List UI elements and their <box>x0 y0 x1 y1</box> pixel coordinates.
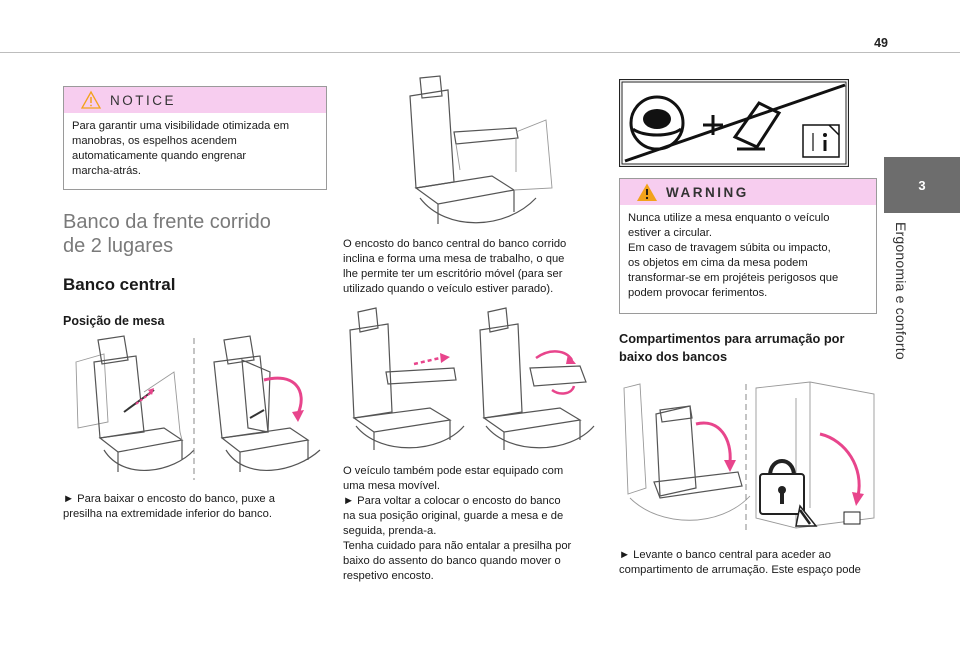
notice-text: Para garantir uma visibilidade otimizada em manobras, os espelhos acendem automaticamente quando engrenar marcha-atrás. <box>72 120 290 177</box>
warning-text: Nunca utilize a mesa enquanto o veículo estiver a circular. Em caso de travagem súbita ou impacto, os objetos em cima da mesa podem transformar-se em projéteis perigosos que podem provocar ferimentos. <box>628 212 839 299</box>
header-rule <box>0 52 960 53</box>
movable-table-illustration <box>340 302 600 454</box>
storage-instruction: ► Levante o banco central para aceder ao compartimento de arrumação. Este espaço pode <box>619 549 861 576</box>
seat-release-illustration <box>64 332 330 482</box>
table-description: O encosto do banco central do banco corrido inclina e forma uma mesa de trabalho, o que lhe permite ter um escritório móvel (para ser utilizado quando o veículo estiver parado). <box>343 238 567 295</box>
storage-heading: Compartimentos para arrumação por baixo dos bancos <box>619 331 845 364</box>
seat-release-instruction: ► Para baixar o encosto do banco, puxe a presilha na extremidade inferior do banco. <box>63 493 275 520</box>
warning-header <box>620 179 876 205</box>
chapter-tab[interactable]: 3 <box>884 157 960 213</box>
notice-label: NOTICE <box>110 93 177 108</box>
movable-table-text: O veículo também pode estar equipado com uma mesa movível. ► Para voltar a colocar o encosto do banco na sua posição original, guarde a mesa e de seguida, prenda-a. Tenha cuidado para não entalar a presilha por baixo do assento do banco quando mover o respetivo encosto. <box>343 465 572 582</box>
no-driving-pictogram <box>619 79 849 167</box>
notice-header <box>64 87 326 113</box>
notice-box <box>63 86 327 190</box>
storage-compartment-illustration <box>620 378 882 538</box>
warning-triangle-icon <box>80 90 102 110</box>
table-position-illustration <box>396 72 556 232</box>
chapter-title: Ergonomia e conforto <box>893 222 909 360</box>
page-number: 49 <box>874 36 888 50</box>
section-title: Banco da frente corrido de 2 lugares <box>63 211 271 257</box>
warning-label: WARNING <box>666 185 749 200</box>
subheading-table-position: Posição de mesa <box>63 314 165 328</box>
warning-sign-icon <box>636 182 658 202</box>
warning-box <box>619 178 877 314</box>
subsection-title: Banco central <box>63 275 176 294</box>
